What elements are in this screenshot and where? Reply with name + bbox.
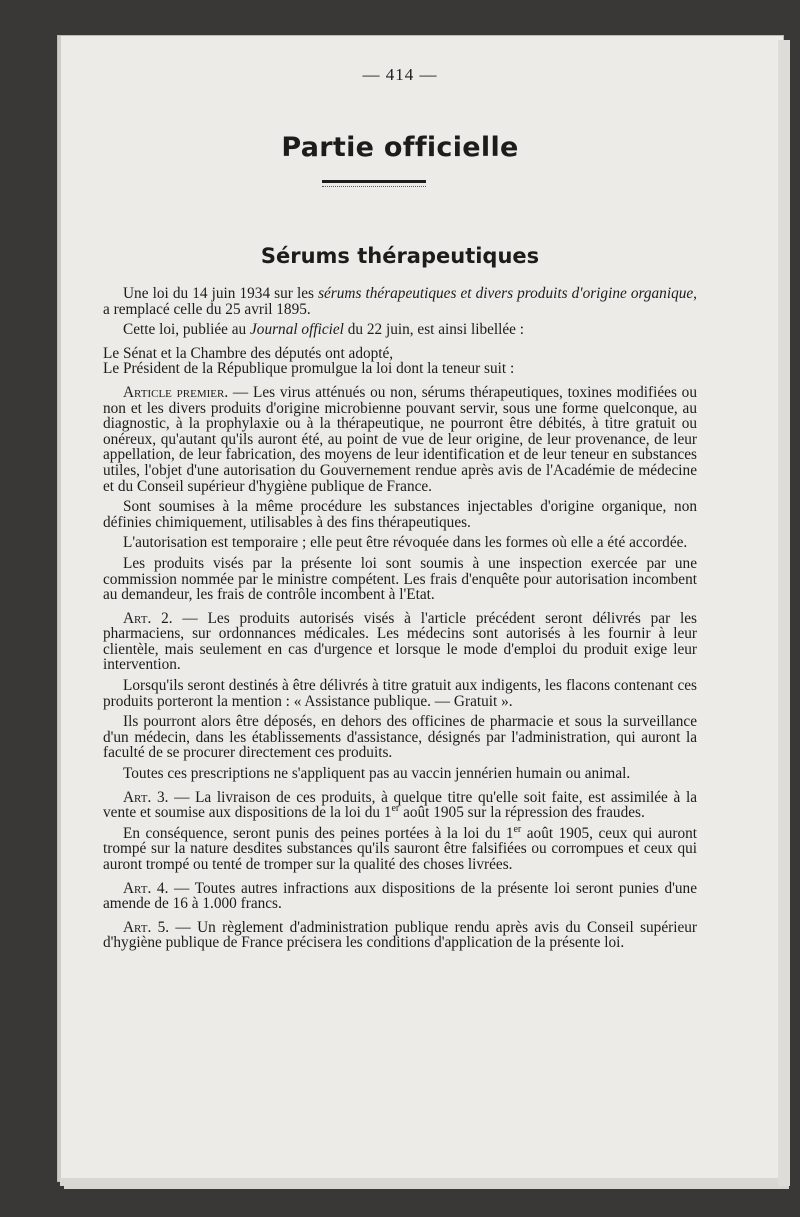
page-edge-bottom — [60, 1178, 778, 1186]
article-5: Art. 5. — Un règlement d'administration publique rendu après avis du Conseil supérieur d'hygiène publique de France précisera les conditions d'application de la présente loi. — [103, 918, 697, 952]
article-2-para-2: Lorsqu'ils seront destinés à être délivrés à titre gratuit aux indigents, les flacons contenant ces produits porteront la mention : « Assistance publique. — Gratuit ». — [103, 677, 697, 710]
article-1-para-3: L'autorisation est temporaire ; elle peut être révoquée dans les formes où elle a été accordée. — [123, 534, 688, 552]
part-title: Partie officielle — [281, 132, 519, 163]
preamble-senate: Le Sénat et la Chambre des députés ont adopté, — [103, 344, 394, 362]
page-number: — 414 — — [362, 65, 438, 84]
article-2: Art. 2. — Les produits autorisés visés à l'article précédent seront délivrés par les pharmaciens, sur ordonnances médicales. Les médecins sont autorisés à les fournir à leur clientèle, mais seulement en cas d'urgence et lorsque le mode d'emploi du produit exige leur intervention. — [103, 609, 697, 674]
article-4: Art. 4. — Toutes autres infractions aux dispositions de la présente loi seront punies d'une amende de 16 à 1.000 francs. — [103, 879, 697, 913]
article-1-para-4: Les produits visés par la présente loi sont soumis à une inspection exercée par une commission nommée par le ministre compétent. Les frais d'enquête pour autorisation incombent au demandeur, les frais de contrôle incombent à l'Etat. — [103, 554, 697, 604]
title-rule-dotted — [322, 186, 426, 187]
intro-paragraph-2: Cette loi, publiée au Journal officiel du 22 juin, est ainsi libellée : — [123, 321, 525, 339]
article-body — [103, 286, 697, 956]
article-2-para-3: Ils pourront alors être déposés, en dehors des officines de pharmacie et sous la surveillance d'un médecin, dans les établissements d'assistance, désignés par l'administration, qui auront la faculté de se procurer directement ces produits. — [103, 713, 697, 762]
article-3: Art. 3. — La livraison de ces produits, à quelque titre qu'elle soit faite, est assimilée à la vente et soumise aux dispositions de la loi du 1er août 1905 sur la répression des fraudes. — [103, 788, 697, 822]
intro-paragraph: Une loi du 14 juin 1934 sur les sérums thérapeutiques et divers produits d'origine organique, a remplacé celle du 25 avril 1895. — [103, 285, 697, 318]
article-2-para-4: Toutes ces prescriptions ne s'appliquent pas au vaccin jennérien humain ou animal. — [123, 765, 631, 783]
article-3-para-2: En conséquence, seront punis des peines portées à la loi du 1er août 1905, ceux qui auront trompé sur la nature desdites substances qu'ils sauront être falsifiées ou corrompues et ceux qui auront trompé ou tenté de tromper sur la qualité des choses livrées. — [103, 823, 697, 873]
article-1-para-2: Sont soumises à la même procédure les substances injectables d'origine organique, non définies chimiquement, utilisables à des fins thérapeutiques. — [103, 498, 697, 531]
section-title: Sérums thérapeutiques — [260, 244, 540, 268]
preamble-president: Le Président de la République promulgue la loi dont la teneur suit : — [103, 360, 515, 378]
title-rule — [322, 180, 426, 183]
page-edge-right — [778, 40, 790, 1186]
article-1: Article premier. — Les virus atténués ou non, sérums thérapeutiques, toxines modifiées ou non et les divers produits d'origine microbienne pouvant servir, sous une forme quelconque, au diagnostic, à la prophylaxie ou à la thérapeutique, ne pourront être débités, à titre gratuit ou onéreux, qu'autant qu'ils auront été, au point de vue de leur origine, de leur provenance, de leur appellation, de leur fabrication, des moyens de leur identification et de leur teneur en substances utiles, l'objet d'une autorisation du Gouvernement rendue après avis de l'Académie de médecine et du Conseil supérieur d'hygiène publique de France. — [103, 383, 697, 495]
